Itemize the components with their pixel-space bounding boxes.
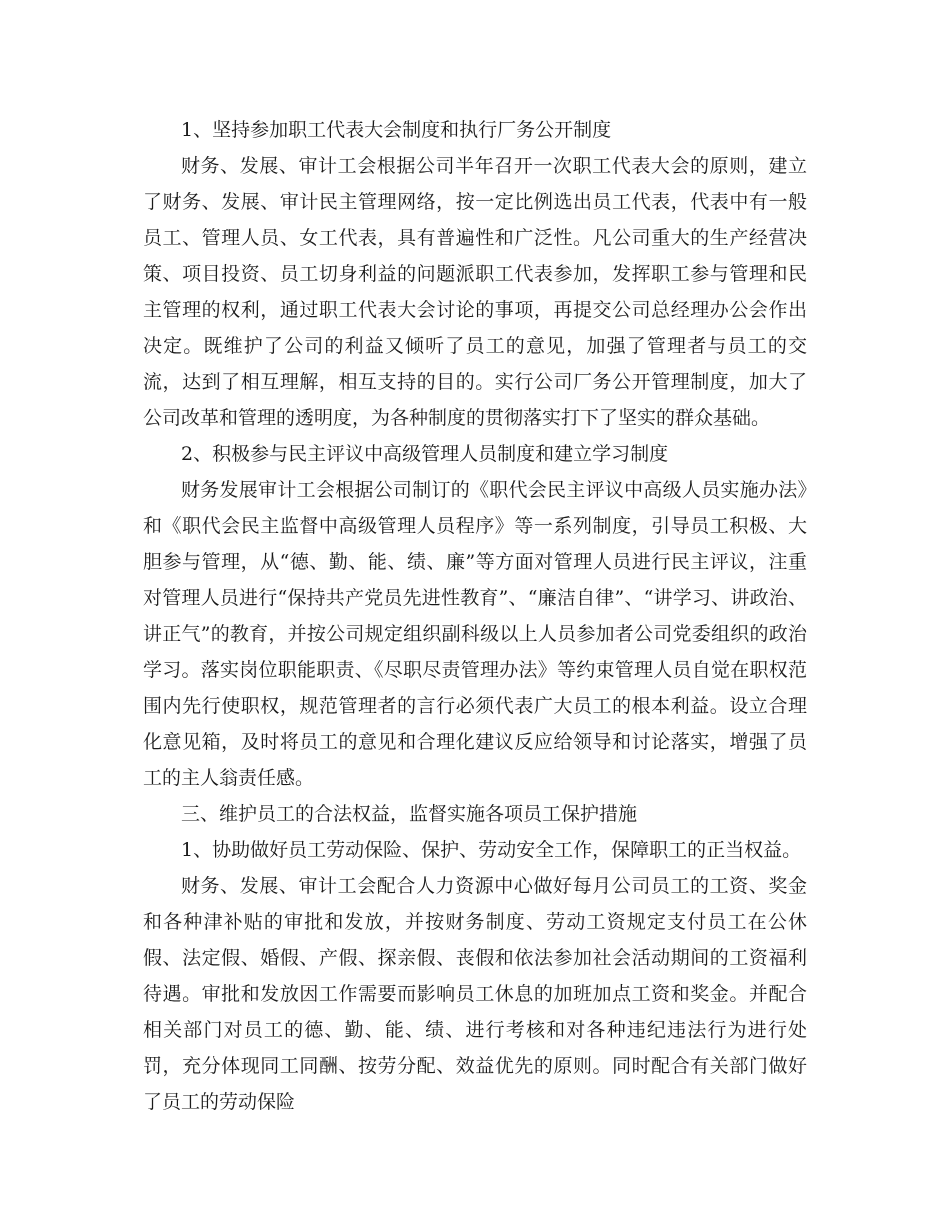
document-body (143, 112, 807, 1120)
body-paragraph: 财务发展审计工会根据公司制订的《职代会民主评议中高级人员实施办法》和《职代会民主监督中高级管理人员程序》等一系列制度，引导员工积极、大胆参与管理，从“德、勤、能、绩、廉”等方面对管理人员进行民主评议，注重对管理人员进行“保持共产党员先进性教育”、“廉洁自律”、“讲学习、讲政治、讲正气”的教育，并按公司规定组织副科级以上人员参加者公司党委组织的政治学习。落实岗位职能职责、《尽职尽责管理办法》等约束管理人员自觉在职权范围内先行使职权，规范管理者的言行必须代表广大员工的根本利益。设立合理化意见箱，及时将员工的意见和合理化建议反应给领导和讨论落实，增强了员工的主人翁责任感。 (143, 479, 807, 789)
heading-item-3-1: 1、协助做好员工劳动保险、保护、劳动安全工作，保障职工的正当权益。 (181, 839, 802, 861)
body-paragraph: 财务、发展、审计工会配合人力资源中心做好每月公司员工的工资、奖金和各种津补贴的审批和发放，并按财务制度、劳动工资规定支付员工在公休假、法定假、婚假、产假、探亲假、丧假和依法参加社会活动期间的工资福利待遇。审批和发放因工作需要而影响员工休息的加班加点工资和奖金。并配合相关部门对员工的德、勤、能、绩、进行考核和对各种违纪违法行为进行处罚，充分体现同工同酬、按劳分配、效益优先的原则。同时配合有关部门做好了员工的劳动保险 (143, 875, 807, 1113)
heading-item-1: 1、坚持参加职工代表大会制度和执行厂务公开制度 (181, 119, 612, 141)
heading-item-2: 2、积极参与民主评议中高级管理人员制度和建立学习制度 (181, 443, 669, 465)
section-heading-3: 三、维护员工的合法权益，监督实施各项员工保护措施 (181, 803, 638, 825)
body-paragraph: 财务、发展、审计工会根据公司半年召开一次职工代表大会的原则，建立了财务、发展、审计民主管理网络，按一定比例选出员工代表，代表中有一般员工、管理人员、女工代表，具有普遍性和广泛性。凡公司重大的生产经营决策、项目投资、员工切身利益的问题派职工代表参加，发挥职工参与管理和民主管理的权利，通过职工代表大会讨论的事项，再提交公司总经理办公会作出决定。既维护了公司的利益又倾听了员工的意见，加强了管理者与员工的交流，达到了相互理解，相互支持的目的。实行公司厂务公开管理制度，加大了公司改革和管理的透明度，为各种制度的贯彻落实打下了坚实的群众基础。 (143, 155, 807, 429)
